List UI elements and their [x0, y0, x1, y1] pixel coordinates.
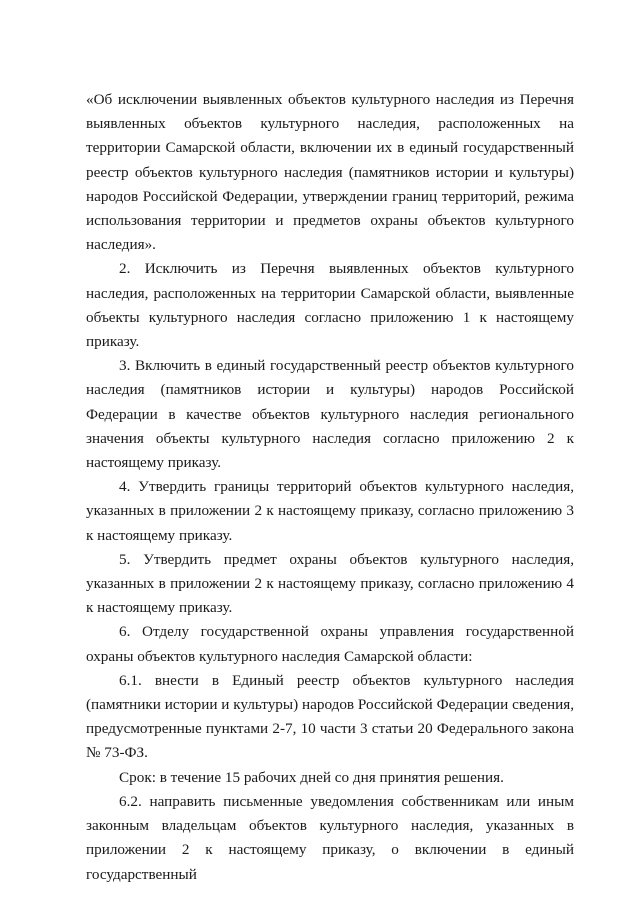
paragraph-item-2: 2. Исключить из Перечня выявленных объектов культурного наследия, расположенных на территории Самарской области, выявленные объекты культурного наследия согласно приложению 1 к настоящему приказу. — [86, 260, 574, 351]
paragraph-order-title-quote: «Об исключении выявленных объектов культурного наследия из Перечня выявленных объектов культурного наследия, расположенных на территории Самарской области, включении их в единый государственный реестр объектов культурного наследия (памятников истории и культуры) народов Российской Федерации, утверждении границ территорий, режима использования территории и предметов охраны объектов культурного наследия». — [86, 91, 574, 254]
paragraph-item-6-1: 6.1. внести в Единый реестр объектов культурного наследия (памятники истории и культуры) народов Российской Федерации сведения, предусмотренные пунктами 2-7, 10 части 3 статьи 20 Федерального закона № 73-ФЗ. — [86, 671, 574, 762]
document-body — [86, 88, 574, 887]
paragraph-item-4: 4. Утвердить границы территорий объектов культурного наследия, указанных в приложении 2 к настоящему приказу, согласно приложению 3 к настоящему приказу. — [86, 478, 574, 544]
paragraph-deadline: Срок: в течение 15 рабочих дней со дня принятия решения. — [119, 768, 504, 786]
paragraph-item-6: 6. Отделу государственной охраны управления государственной охраны объектов культурного наследия Самарской области: — [86, 623, 574, 665]
paragraph-item-6-2: 6.2. направить письменные уведомления собственникам или иным законным владельцам объектов культурного наследия, указанных в приложении 2 к настоящему приказу, о включении в единый государственный — [86, 792, 574, 883]
paragraph-item-3: 3. Включить в единый государственный реестр объектов культурного наследия (памятников истории и культуры) народов Российской Федерации в качестве объектов культурного наследия регионального значения объекты культурного наследия согласно приложению 2 к настоящему приказу. — [86, 357, 574, 472]
paragraph-item-5: 5. Утвердить предмет охраны объектов культурного наследия, указанных в приложении 2 к настоящему приказу, согласно приложению 4 к настоящему приказу. — [86, 550, 574, 617]
